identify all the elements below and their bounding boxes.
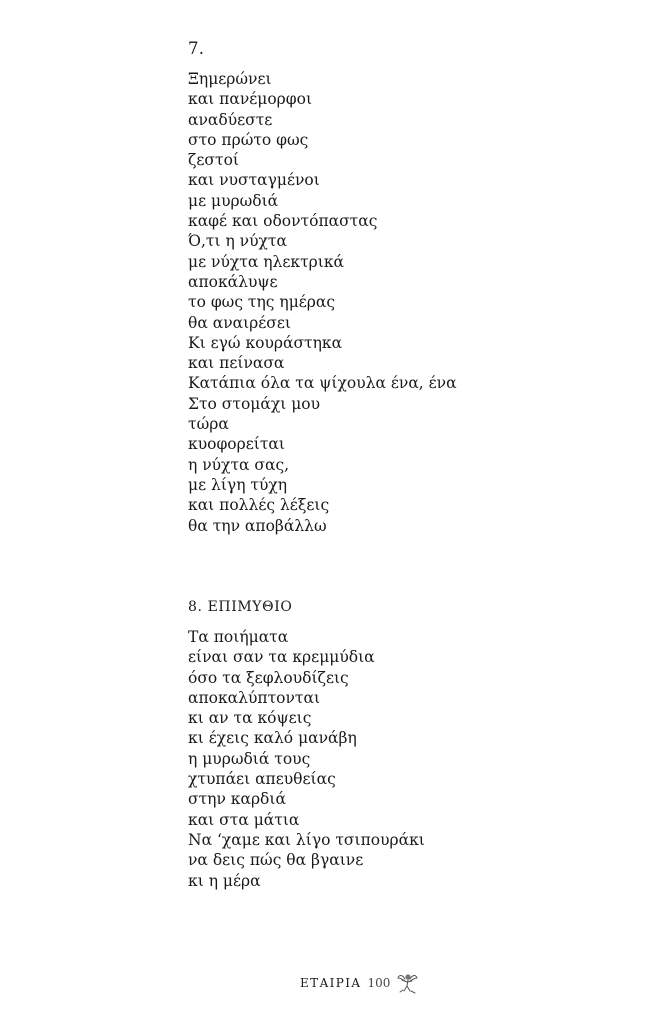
poem-line: το φως της ημέρας xyxy=(188,293,336,312)
poem-line: κυοφορείται xyxy=(188,435,285,454)
poem-line: θα την αποβάλλω xyxy=(188,516,327,535)
poem-title: 7. xyxy=(188,39,205,58)
poem-line: Κατάπια όλα τα ψίχουλα ένα, ένα xyxy=(188,374,457,393)
poem-line: Στο στομάχι μου xyxy=(188,394,321,413)
poem-line: ζεστοί xyxy=(188,151,239,170)
cherub-emblem-icon xyxy=(396,971,418,995)
poem-line: και νυσταγμένοι xyxy=(188,171,320,190)
poem-line: και πολλές λέξεις xyxy=(188,496,330,515)
poem-line: χτυπάει απευθείας xyxy=(188,770,336,789)
poem-8-epimythio xyxy=(188,596,628,891)
poem-line: και πανέμορφοι xyxy=(188,90,313,109)
poem-line: στην καρδιά xyxy=(188,790,286,809)
poem-line: στο πρώτο φως xyxy=(188,130,309,149)
poem-line: με μυρωδιά xyxy=(188,191,279,210)
page-footer xyxy=(300,970,418,996)
poem-7 xyxy=(188,38,628,536)
poem-line: και στα μάτια xyxy=(188,810,300,829)
poem-line: η νύχτα σας, xyxy=(188,455,290,474)
poem-line: και πείνασα xyxy=(188,354,285,373)
poem-line: αποκάλυψε xyxy=(188,272,278,291)
poem-line: η μυρωδιά τους xyxy=(188,749,311,768)
poem-line: τώρα xyxy=(188,415,229,434)
poem-line: κι αν τα κόψεις xyxy=(188,709,312,728)
poem-line: αποκαλύπτονται xyxy=(188,688,321,707)
poem-line: όσο τα ξεφλουδίζεις xyxy=(188,668,349,687)
poem-line: με λίγη τύχη xyxy=(188,475,288,494)
poem-line: Κι εγώ κουράστηκα xyxy=(188,333,343,352)
page-number: 100 xyxy=(367,976,391,990)
poem-body xyxy=(188,69,628,536)
poem-line: Ό,τι η νύχτα xyxy=(188,232,287,251)
poem-line: Ξημερώνει xyxy=(188,70,272,88)
poem-line: κι έχεις καλό μανάβη xyxy=(188,729,357,748)
poem-line: Τα ποιήματα xyxy=(188,628,289,646)
footer-label: ΕΤΑΙΡΙΑ xyxy=(300,976,362,990)
poem-title: 8. ΕΠΙΜΥΘΙΟ xyxy=(188,599,293,615)
poem-line: αναδύεστε xyxy=(188,110,273,129)
poem-line: Να ‘χαμε και λίγο τσιπουράκι xyxy=(188,830,425,849)
poem-line: να δεις πώς θα βγαινε xyxy=(188,851,364,870)
poem-line: κι η μέρα xyxy=(188,871,261,890)
poem-line: με νύχτα ηλεκτρικά xyxy=(188,252,344,271)
poem-line: καφέ και οδοντόπαστας xyxy=(188,212,378,231)
poem-line: θα αναιρέσει xyxy=(188,313,291,332)
poem-body xyxy=(188,627,628,891)
poem-line: είναι σαν τα κρεμμύδια xyxy=(188,648,375,667)
